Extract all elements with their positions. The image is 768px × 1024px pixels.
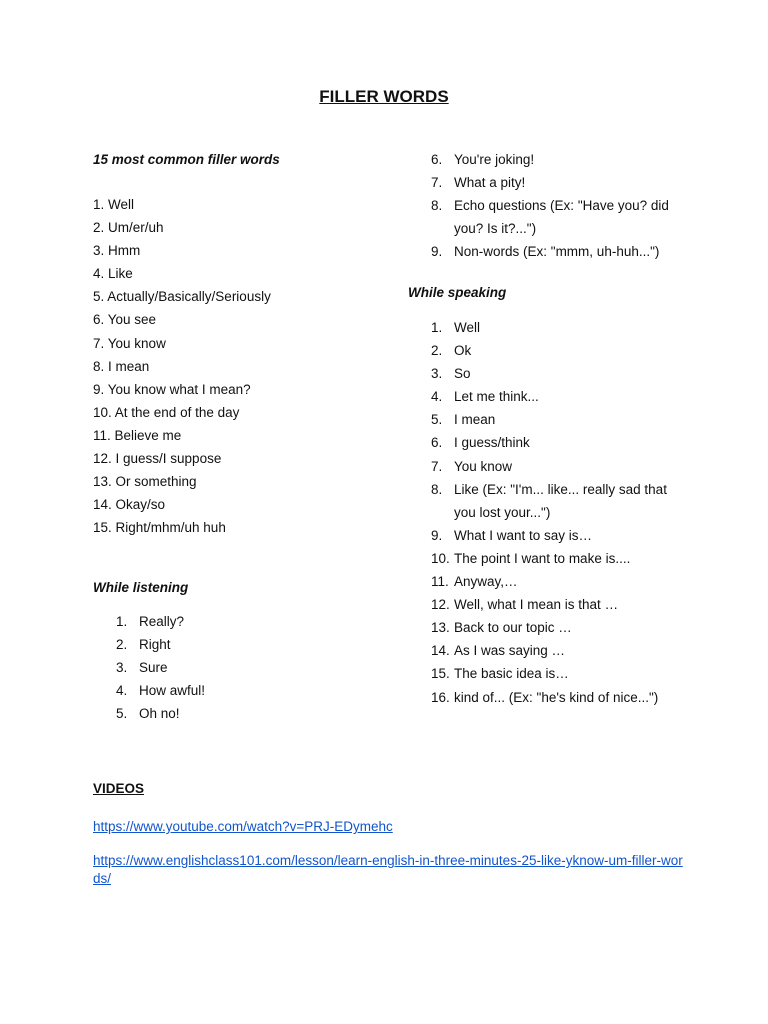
- listening-heading: While listening: [93, 580, 189, 595]
- list-item: 14. Okay/so: [93, 497, 166, 513]
- list-item: 12. I guess/I suppose: [93, 451, 222, 467]
- list-item: 7. You know: [431, 458, 513, 474]
- speaking-list: [431, 316, 676, 709]
- list-item: 1. Really?: [116, 614, 185, 629]
- list-item: 5. I mean: [431, 412, 496, 428]
- list-item: 5. Actually/Basically/Seriously: [93, 289, 271, 305]
- list-item: 8. I mean: [93, 358, 150, 374]
- list-item: 11. Believe me: [93, 427, 182, 443]
- list-item: 7. You know: [93, 335, 166, 351]
- speaking-heading: While speaking: [408, 285, 507, 300]
- list-item: 1. Well: [431, 320, 481, 335]
- list-item: 4. Let me think...: [431, 389, 539, 405]
- list-item: 12. Well, what I mean is that …: [431, 597, 619, 613]
- englishclass101-link[interactable]: https://www.englishclass101.com/lesson/learn-english-in-three-minutes-25-like-yknow-um-filler-words/: [93, 853, 683, 886]
- common-list: [93, 193, 393, 539]
- videos-heading: VIDEOS: [93, 781, 145, 796]
- list-item: 10. At the end of the day: [93, 404, 240, 420]
- listening-continued: [431, 148, 676, 263]
- page-title: FILLER WORDS: [319, 87, 449, 106]
- list-item: 15. The basic idea is…: [431, 666, 569, 682]
- list-item: 10. The point I want to make is....: [431, 550, 631, 566]
- list-item: 8. Echo questions (Ex: "Have you? did you? Is it?..."): [431, 198, 669, 237]
- listening-section: [93, 576, 393, 725]
- list-item: 13. Back to our topic …: [431, 620, 572, 636]
- list-item: 9. What I want to say is…: [431, 527, 593, 543]
- list-item: 3. So: [431, 366, 471, 382]
- list-item: 6. You're joking!: [431, 152, 535, 167]
- list-item: 2. Um/er/uh: [93, 220, 164, 236]
- list-item: 11. Anyway,…: [431, 574, 518, 590]
- speaking-section: [408, 281, 683, 709]
- list-item: 6. You see: [93, 312, 157, 328]
- list-item: 16. kind of... (Ex: "he's kind of nice..."): [431, 689, 659, 705]
- list-item: 2. Right: [116, 637, 171, 653]
- youtube-link[interactable]: https://www.youtube.com/watch?v=PRJ-EDymehc: [93, 819, 393, 834]
- list-item: 3. Hmm: [93, 243, 141, 259]
- listening-list: [116, 610, 393, 725]
- listening-list-continued: [431, 148, 676, 263]
- list-item: 7. What a pity!: [431, 175, 526, 191]
- common-heading: 15 most common filler words: [93, 152, 280, 167]
- list-item: 4. How awful!: [116, 683, 206, 699]
- list-item: 8. Like (Ex: "I'm... like... really sad that you lost your..."): [431, 481, 667, 520]
- list-item: 1. Well: [93, 197, 135, 212]
- list-item: 14. As I was saying …: [431, 643, 566, 659]
- list-item: 3. Sure: [116, 660, 168, 676]
- list-item: 13. Or something: [93, 474, 197, 490]
- list-item: 6. I guess/think: [431, 435, 530, 451]
- list-item: 5. Oh no!: [116, 706, 180, 722]
- list-item: 9. You know what I mean?: [93, 381, 251, 397]
- list-item: 4. Like: [93, 266, 133, 282]
- common-section: [93, 148, 393, 539]
- list-item: 9. Non-words (Ex: "mmm, uh-huh..."): [431, 244, 660, 260]
- list-item: 2. Ok: [431, 343, 472, 359]
- list-item: 15. Right/mhm/uh huh: [93, 520, 226, 536]
